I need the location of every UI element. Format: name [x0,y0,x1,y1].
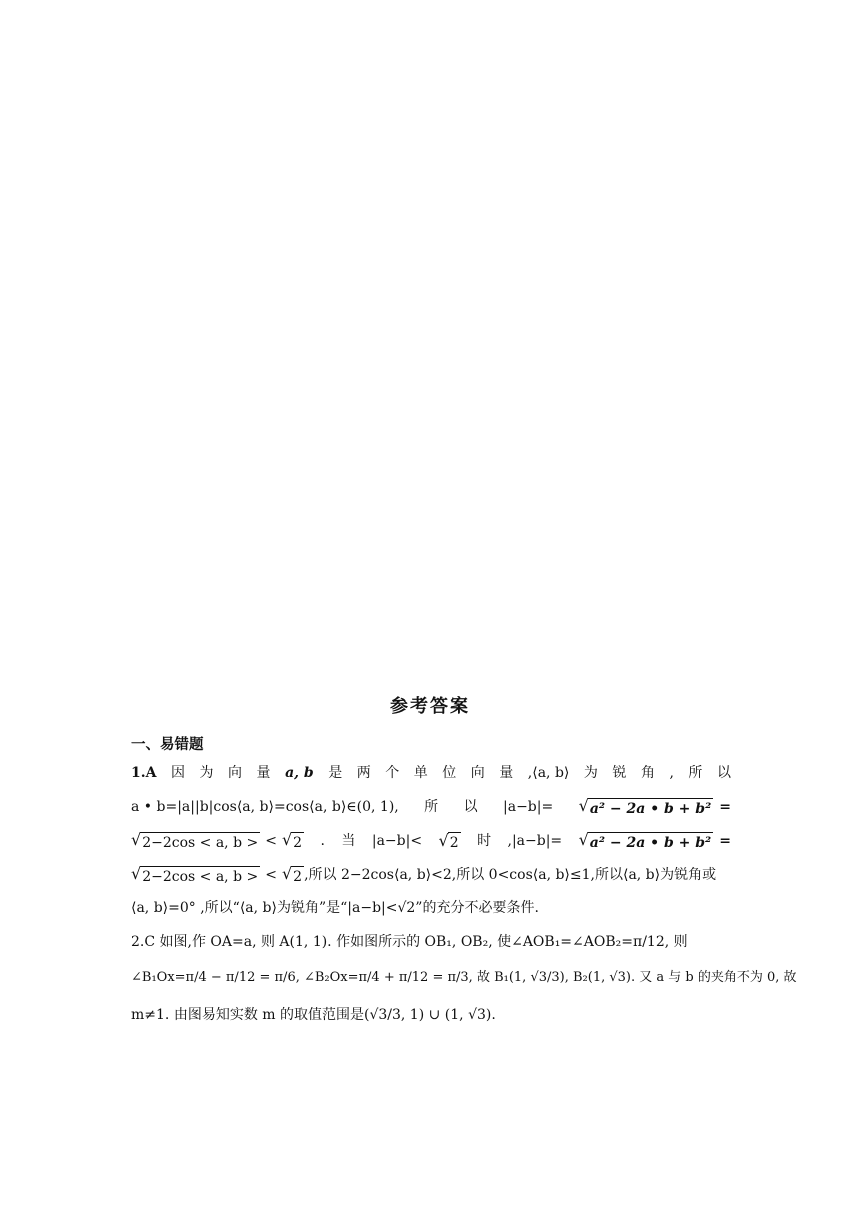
sqrt-argument: 2−2cos < a, b > [140,866,260,887]
q1-word: 角 [640,765,655,781]
page-title: 参考答案 [390,696,470,717]
q1-word: 向 [228,765,243,781]
q1-abs-expr: |a−b|< [371,833,423,849]
q2-line-3: m≠1. 由图易知实数 m 的取值范围是(√3/3, 1) ∪ (1, √3). [131,1007,496,1023]
q1-word: 单 [413,765,428,781]
equals-sign: = [719,833,731,849]
q1-word: 量 [499,765,514,781]
sqrt-argument: a² − 2a • b + b² [588,798,713,819]
equals-sign: = [719,799,731,815]
q1-line-2 [131,792,731,822]
q1-word: 为 [199,765,214,781]
q1-word: 位 [442,765,457,781]
sqrt-argument: a² − 2a • b + b² [588,832,713,853]
q1-abs-expr: ,|a−b|= [507,833,563,849]
less-than: < [265,867,277,883]
q1-word: 所 [688,765,703,781]
q1-line-1 [131,758,731,788]
q1-word: 为 [583,765,598,781]
q1-label: 1.A [131,765,157,781]
q1-word: 量 [256,765,271,781]
q1-word: 是 [328,765,343,781]
q1-word: 以 [463,799,478,815]
q1-word: 所 [424,799,439,815]
q1-word: 时 [477,833,492,849]
q1-word: a, b [285,765,314,781]
q1-line-5: ⟨a, b⟩=0° ,所以“⟨a, b⟩为锐角”是“|a−b|<√2”的充分不必要条件. [131,900,539,916]
q1-word: 两 [356,765,371,781]
q1-abs-expr: |a−b|= [503,799,554,815]
q2-line-2: ∠B₁Ox=π/4 − π/12 = π/6, ∠B₂Ox=π/4 + π/12 = π/3, 故 B₁(1, √3/3), B₂(1, √3). 又 a 与 b 的夹角不为 0, 故 [131,970,797,985]
q1-word: ,⟨a, b⟩ [527,765,570,781]
sqrt-argument: 2−2cos < a, b > [140,832,260,853]
q1-conclusion: ,所以 2−2cos⟨a, b⟩<2,所以 0<cos⟨a, b⟩≤1,所以⟨a, b⟩为锐角或 [304,867,717,883]
sqrt-two: 2 [448,832,461,853]
q1-word: 锐 [612,765,627,781]
q1-word: , [669,765,674,781]
sqrt-two: 2 [291,866,304,887]
q1-word: 以 [716,765,731,781]
q1-sqrt-group [579,792,731,822]
section-heading: 一、易错题 [131,737,204,753]
q1-dot-product: a • b=|a||b|cos⟨a, b⟩=cos⟨a, b⟩∈(0, 1), [131,799,399,815]
q1-line-4: √ 2−2cos < a, b > < √ 2 ,所以 2−2cos⟨a, b⟩<2,所以 0<cos⟨a, b⟩≤1,所以⟨a, b⟩为锐角或 [131,860,731,890]
q1-word: 当 [341,833,356,849]
q2-line-1: 2.C 如图,作 OA=a, 则 A(1, 1). 作如图所示的 OB₁, OB₂, 使∠AOB₁=∠AOB₂=π/12, 则 [131,934,688,950]
sqrt-two: 2 [291,832,304,853]
period: . [320,833,325,849]
q1-word: 向 [470,765,485,781]
q1-word: 个 [385,765,400,781]
q1-line-3: √ 2−2cos < a, b > < √ 2 . 当 |a−b|< √ 2 时 ,|a−b|= √ a² − 2a • b + b² = [131,826,731,856]
sqrt-symbol: √ a² − 2a • b + b² [578,796,712,817]
less-than: < [265,833,277,849]
q1-word: 因 [171,765,185,781]
q1-root-expr: √ 2−2cos < a, b > < √ 2 [131,826,304,856]
q1-sqrt-group: √ a² − 2a • b + b² = [579,826,731,856]
